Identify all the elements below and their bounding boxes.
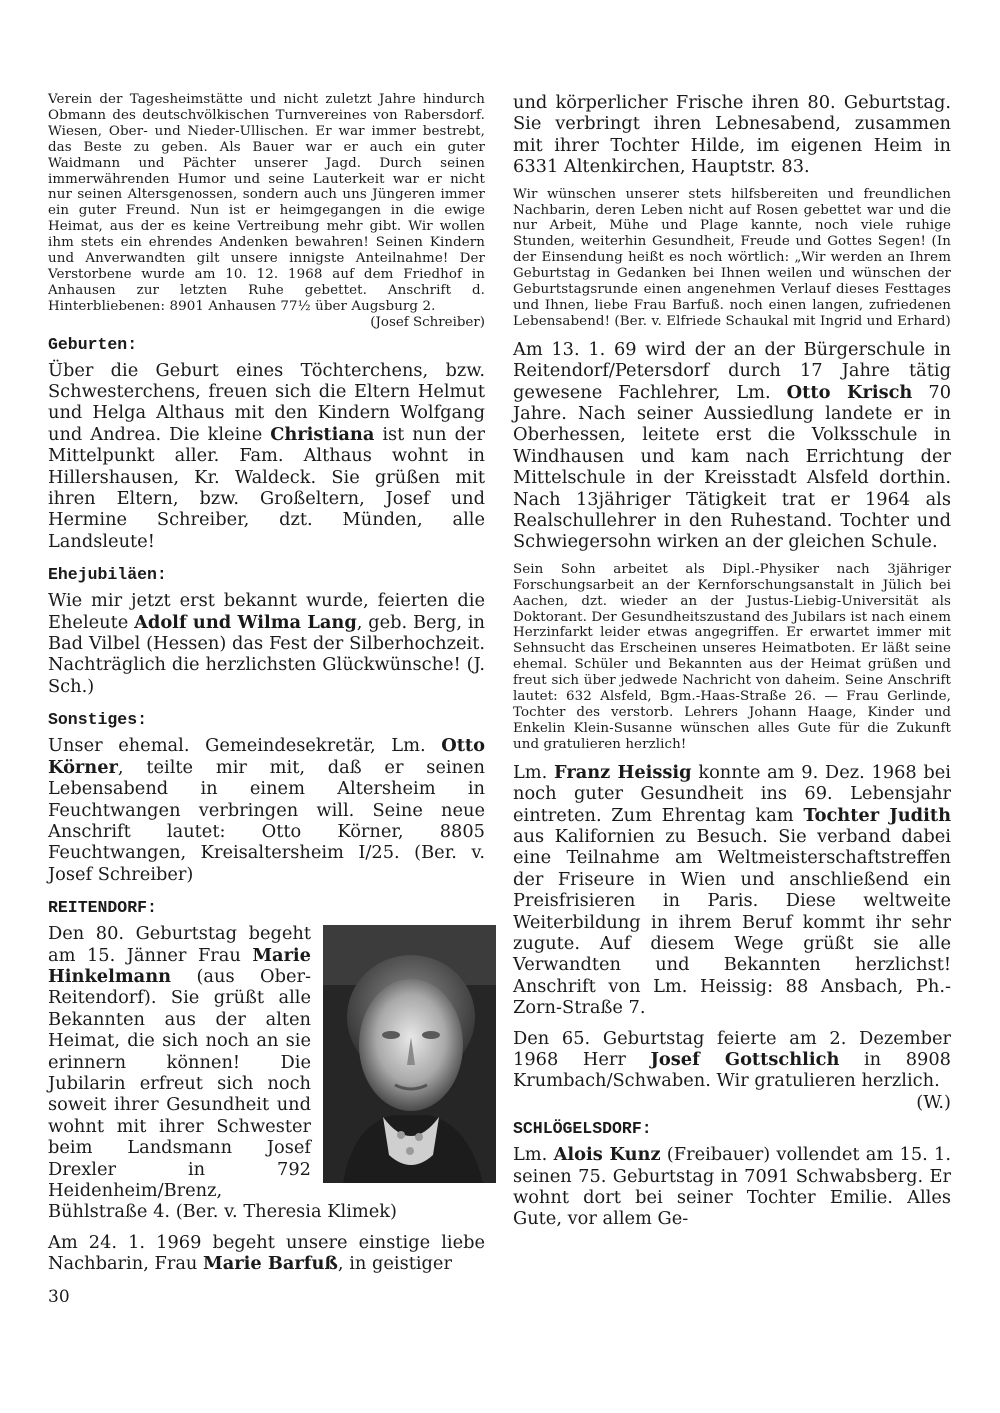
heissig-text-1: Lm. xyxy=(513,761,555,783)
heissig-text-2: konnte am 9. Dez. 1968 bei noch guter Gesundheit ins 69. Lebensjahr eintreten. Zum Ehrentag kam xyxy=(513,761,951,826)
reit-name: Marie Hinkelmann xyxy=(48,944,311,987)
heading-misc: Sonstiges: xyxy=(48,710,148,730)
gottschlich-signature: (W.) xyxy=(916,1091,951,1113)
kunz-paragraph xyxy=(513,1144,951,1230)
spacer xyxy=(513,178,951,187)
spacer xyxy=(513,753,951,762)
barfuss-continuation: und körperlicher Frische ihren 80. Geburtstag. Sie verbringt ihren Lebnesabend, zusammen mit ihrer Tochter Hilde, im eigenen Heim in 6331 Altenkirchen, Hauptstr. 83. xyxy=(513,92,951,178)
misc-text-2: , teilte mir mit, daß er seinen Lebensabend in einem Altersheim in Feuchtwangen verbringen will. Seine neue Anschrift lautet: Otto Körner, 8805 Feuchtwangen, Kreisaltersheim I/25. (Ber. v. Josef Schreiber) xyxy=(48,756,485,885)
portrait-photo xyxy=(323,925,496,1183)
gott-text-2: in 8908 Krumbach/Schwaben. Wir gratulieren herzlich. xyxy=(513,1049,951,1092)
krisch-text-1: Am 13. 1. 69 wird der an der Bürgerschule in Reitendorf/Petersdorf durch 17 Jahre tätig gewesene Fachlehrer, Lm. xyxy=(513,338,951,403)
heading-reitendorf: REITENDORF: xyxy=(48,898,157,918)
jubilees-names: Adolf und Wilma Lang xyxy=(134,611,357,633)
gott-text-1: Den 65. Geburtstag feierte am 2. Dezember 1968 Herr xyxy=(513,1027,951,1070)
gott-name: Josef Gottschlich xyxy=(650,1049,840,1070)
spacer xyxy=(513,330,951,339)
portrait-photo-icon xyxy=(323,925,496,1183)
jubilees-paragraph xyxy=(48,590,485,697)
barfuss-text-2: , in geistiger xyxy=(337,1253,452,1275)
kunz-text-1: Lm. xyxy=(513,1144,554,1166)
reit-text-2: (aus Ober-Reitendorf). Sie grüßt alle Bekannten aus der alten Heimat, die sich noch an sie erinnern können! Die Jubilarin erfreut sich noch soweit ihrer Gesundheit und wohnt mit ihrer Schwester beim Landsmann Josef Drexler in 792 Heidenheim/Brenz, Bühlstraße 4. (Ber. v. Theresia Klimek) xyxy=(48,965,397,1223)
births-text-1: Über die Geburt eines Töchterchens, bzw. Schwesterchens, freuen sich die Eltern Helmut und Helga Althaus mit den Kindern Wolfgang und Andrea. Die kleine xyxy=(48,359,485,445)
barfuss-name: Marie Barfuß xyxy=(203,1253,338,1275)
spacer xyxy=(513,553,951,562)
heading-schloegelsdorf: SCHLÖGELSDORF: xyxy=(513,1119,652,1139)
births-text-2: ist nun der Mittelpunkt aller. Fam. Althaus wohnt in Hillershausen, Kr. Waldeck. Sie grüßen mit ihren Eltern, bzw. Großeltern, Josef und Hermine Schreiber, dzt. Münden, alle Landsleute! xyxy=(48,423,485,552)
krisch-text-2: 70 Jahre. Nach seiner Aussiedlung landete er in Oberhessen, leitete erst die Volksschule in Windhausen und kam nach Errichtung der Mittelschule in der Kreisstadt Alsfeld dorthin. Nach 13jähriger Tätigkeit trat er 1964 als Realschullehrer in den Ruhestand. Tochter und Schwiegersohn wirken an der gleichen Schule. xyxy=(513,381,952,553)
heissig-text-3: aus Kalifornien zu Besuch. Sie verband dabei eine Teilnahme am Weltmeisterschaftstreffen der Friseure in Wien und anschließend ein Preisfrisieren in Paris. Diese weltweite Weiterbildung in ihrem Beruf kommt ihr sehr zugute. Auf diesem Wege grüßt sie alle Verwandten und Bekannten herzlichst! Anschrift von Lm. Heissig: 88 Ansbach, Ph.-Zorn-Straße 7. xyxy=(513,825,951,1019)
spacer xyxy=(513,1019,951,1028)
heissig-name: Franz Heissig xyxy=(554,761,692,783)
krisch-paragraph xyxy=(513,339,951,553)
obituary-signature: (Josef Schreiber) xyxy=(370,314,485,330)
heading-births: Geburten: xyxy=(48,334,138,354)
krisch-name: Otto Krisch xyxy=(786,381,913,403)
left-column xyxy=(48,92,485,1275)
barfuss-paragraph xyxy=(48,1232,485,1275)
misc-paragraph xyxy=(48,735,485,885)
kunz-text-2: (Freibauer) vollendet am 15. 1. seinen 75. Geburtstag in 7091 Schwabsberg. Er wohnt dort bei seiner Tochter Emilie. Alles Gute, vor allem Ge- xyxy=(513,1144,951,1230)
births-paragraph xyxy=(48,360,485,553)
heissig-daughter: Tochter Judith xyxy=(803,804,952,826)
reit-text-1: Den 80. Geburtstag begeht am 15. Jänner Frau xyxy=(48,923,311,966)
misc-name: Otto Körner xyxy=(48,735,485,778)
jubilees-text-2: , geb. Berg, in Bad Vilbel (Hessen) das Fest der Silberhochzeit. Nachträglich die herzlichsten Glückwünsche! (J. Sch.) xyxy=(48,611,486,697)
barfuss-wishes: Wir wünschen unserer stets hilfsbereiten und freundlichen Nachbarin, deren Leben nicht auf Rosen gebettet war und die nur Arbeit, Mühe und Plage kannte, noch viele ruhige Stunden, weiterhin Gesundheit, Freude und Gottes Segen! (In der Einsendung heißt es noch wörtlich: „Wir werden an Ihrem Geburtstag in Gedanken bei Ihnen weilen und wünschen der Geburtstagsrunde einen angenehmen Verlauf dieses Festtages und Ihnen, liebe Frau Barfuß. noch einen langen, zufriedenen Lebensabend! (Ber. v. Elfriede Schaukal mit Ingrid und Erhard) xyxy=(513,186,951,329)
kunz-name: Alois Kunz xyxy=(553,1144,661,1166)
births-name: Christiana xyxy=(270,423,375,445)
krisch-details: Sein Sohn arbeitet als Dipl.-Physiker nach 3jähriger Forschungsarbeit an der Kernforschungsanstalt in Jülich bei Aachen, dzt. wieder an der Justus-Liebig-Universität als Doktorant. Der Gesundheitszustand des Jubilars ist nach einem Herzinfarkt leider etwas angegriffen. Er erwartet immer mit Sehnsucht das Erscheinen unseres Heimatboten. Er läßt seine ehemal. Schüler und Bekannten aus der Heimat grüßen und freut sich über jedwede Nachricht von daheim. Seine Anschrift lautet: 632 Alsfeld, Bgm.-Haas-Straße 26. — Frau Gerlinde, Tochter des verstorb. Lehrers Johann Haage, Kinder und Enkelin Klein-Susanne wünschen alles Gute für die Zukunft und gratulieren herzlich! xyxy=(513,561,951,752)
spacer xyxy=(48,1223,485,1232)
page-number: 30 xyxy=(48,1287,70,1307)
right-column xyxy=(513,92,951,1230)
gottschlich-paragraph xyxy=(513,1028,951,1092)
heading-jubilees: Ehejubiläen: xyxy=(48,565,167,585)
obituary-text: Verein der Tagesheimstätte und nicht zuletzt Jahre hindurch Obmann des deutschvölkischen Turnvereines von Rabersdorf. Wiesen, Ober- und Nieder-Ullischen. Er war immer bestrebt, das Beste zu geben. Als Bauer war er auch ein guter Waidmann und Pächter unserer Jagd. Durch seinen immerwährenden Humor und seine Lauterkeit war er nicht nur seinen Altersgenossen, sondern auch uns Jüngeren immer ein guter Freund. Nun ist er heimgegangen in die ewige Heimat, aus der es keine Vertreibung mehr gibt. Wir wollen ihm stets ein ehrendes Andenken bewahren! Seinen Kindern und Anverwandten gilt unsere innigste Anteilnahme! Der Verstorbene wurde am 10. 12. 1968 auf dem Friedhof in Anhausen zur letzten Ruhe gebettet. Anschrift d. Hinterbliebenen: 8901 Anhausen 77½ über Augsburg 2. xyxy=(48,92,485,314)
barfuss-text-1: Am 24. 1. 1969 begeht unsere einstige liebe Nachbarin, Frau xyxy=(48,1231,485,1275)
heissig-paragraph xyxy=(513,762,951,1019)
jubilees-text-1: Wie mir jetzt erst bekannt wurde, feierten die Eheleute xyxy=(48,590,485,633)
misc-text-1: Unser ehemal. Gemeindesekretär, Lm. xyxy=(48,735,442,757)
